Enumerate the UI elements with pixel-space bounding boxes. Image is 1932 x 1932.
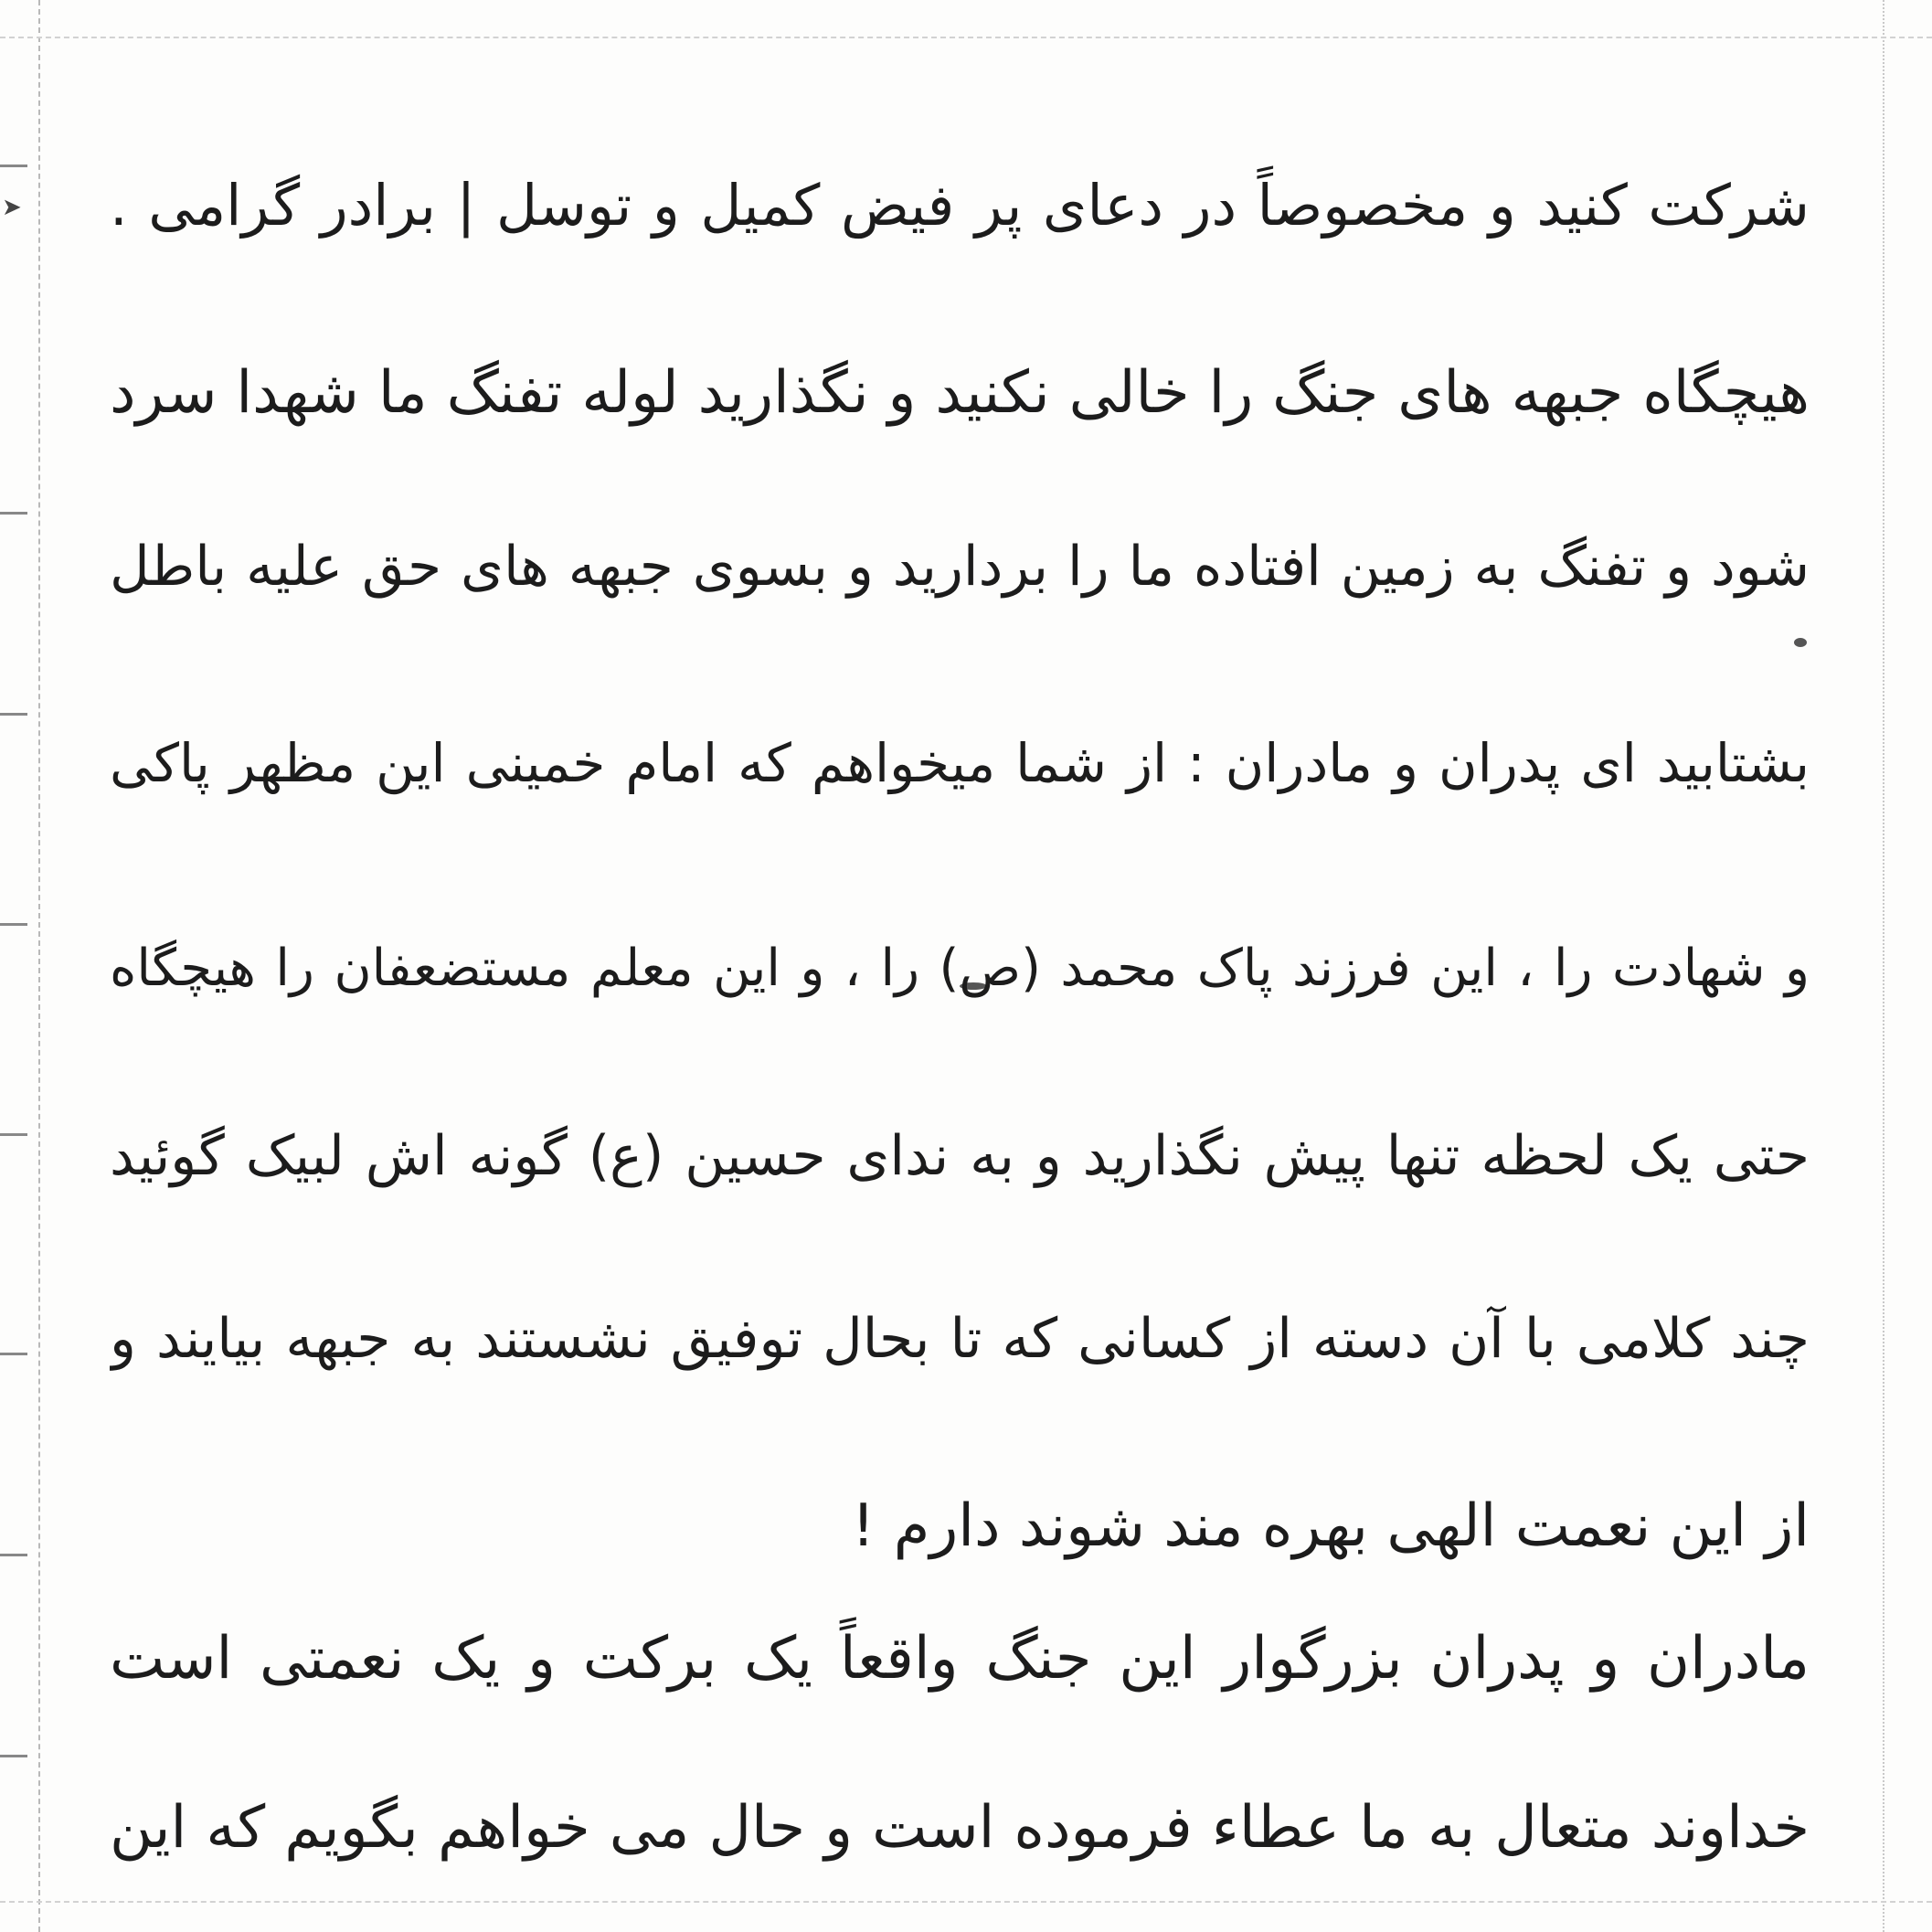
margin-tick [0,1554,27,1556]
handwritten-letter [110,101,1810,1892]
margin-tick [0,923,27,926]
letter-line: شود و تفنگ به زمین افتاده ما را بردارید و بسوی جبهه های حق علیه باطل [110,535,1810,599]
letter-line: و شهادت را ، این فرزند پاک محمد (ص) را ، و این معلم مستضعفان را هیچگاه [110,939,1810,998]
letter-line: هیچگاه جبهه های جنگ را خالی نکنید و نگذارید لوله تفنگ ما شهدا سرد [110,359,1810,427]
margin-dash [0,1901,1932,1903]
margin-dash [0,37,1932,38]
letter-line: مادران و پدران بزرگوار این جنگ واقعاً یک برکت و یک نعمتی است [110,1625,1810,1693]
margin-tick [0,1755,27,1757]
letter-line: خداوند متعال به ما عطاء فرموده است و حال می خواهم بگویم که این [110,1794,1810,1862]
letter-line: حتی یک لحظه تنها پیش نگذارید و به ندای حسین (ع) گونه اش لبیک گوئید [110,1124,1810,1188]
margin-tick [0,1353,27,1355]
right-margin-rule [1883,0,1884,1932]
margin-tick [0,512,27,515]
letter-line: شرکت کنید و مخصوصاً در دعای پر فیض کمیل و توسل | برادر گرامی . [110,172,1810,239]
margin-tick [0,165,27,167]
margin-tick [0,713,27,716]
letter-line: از این نعمت الهی بهره مند شوند دارم ! [851,1492,1810,1560]
letter-line: چند کلامی با آن دسته از کسانی که تا بحال توفیق نشستند به جبهه بیایند و [110,1307,1810,1371]
left-margin-rule [38,0,40,1932]
margin-tick [0,1133,27,1136]
margin-arrow-icon: ➤ [2,194,22,221]
letter-line: بشتابید ای پدران و مادران : از شما میخواهم که امام خمینی این مظهر پاکی [110,732,1810,794]
